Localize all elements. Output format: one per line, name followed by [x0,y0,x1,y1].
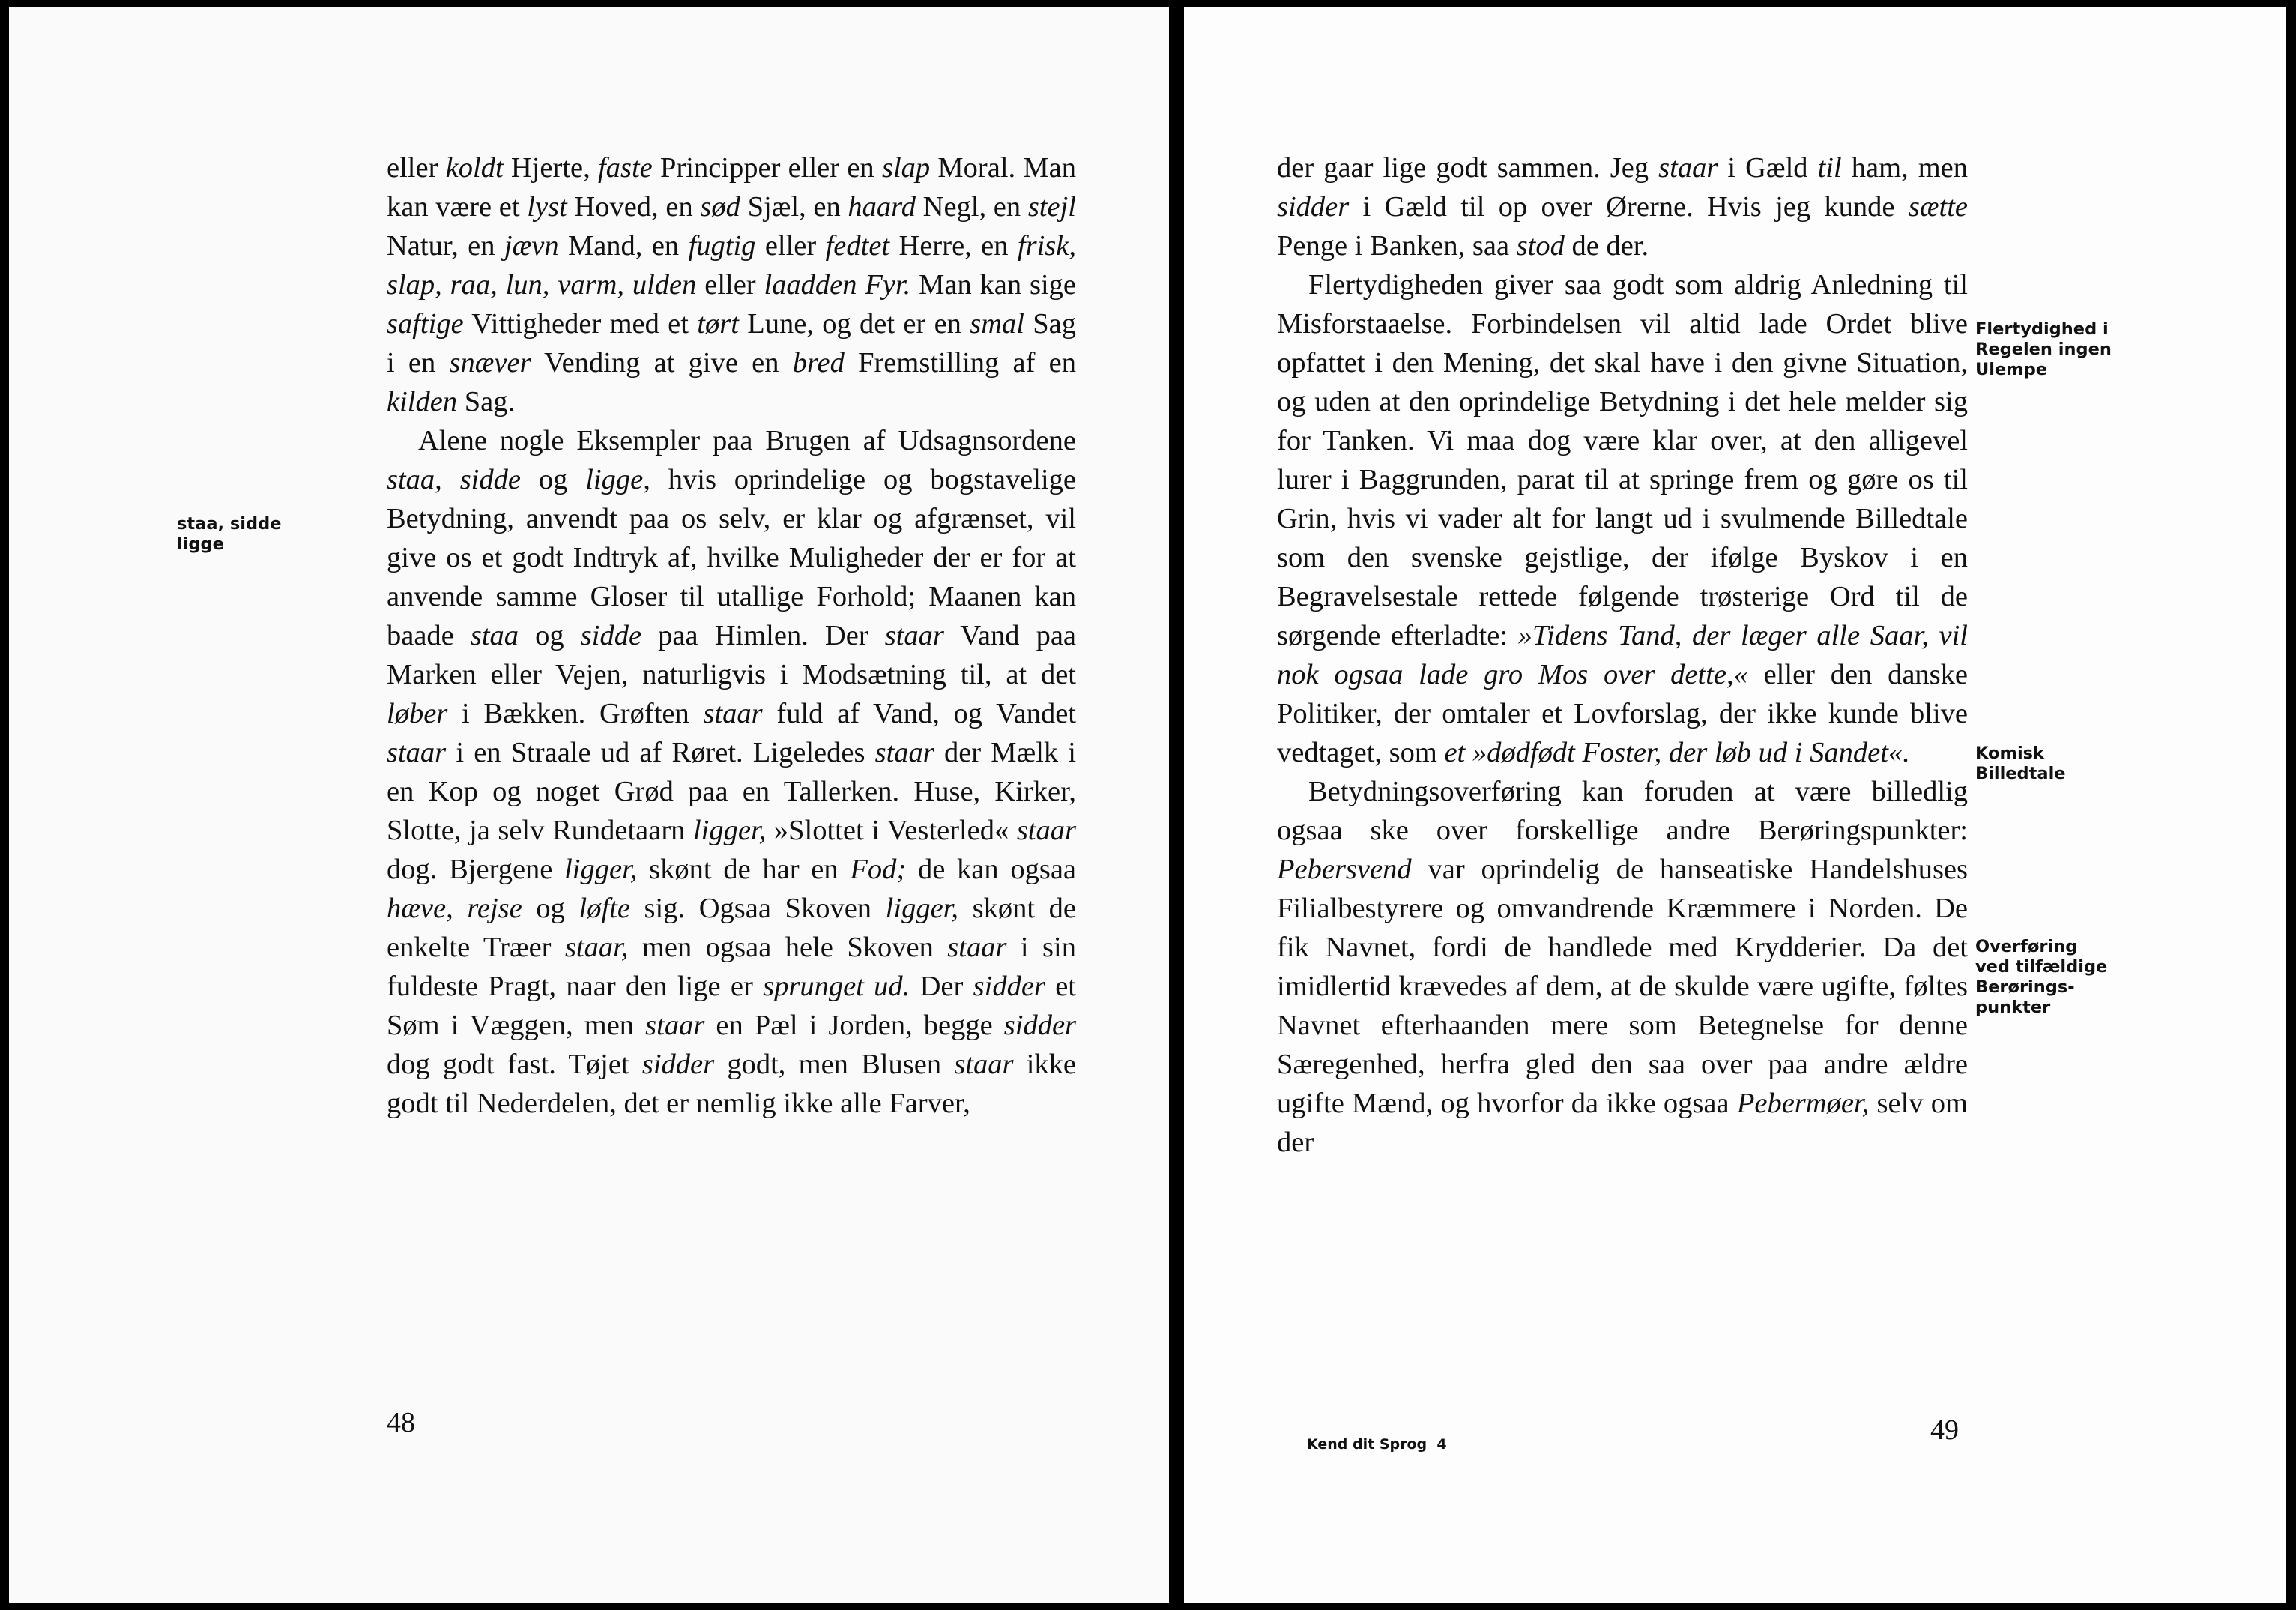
text-run: en Pæl i Jorden, begge [704,1010,1004,1041]
text-run: selv om der [1277,1088,1968,1158]
italic-text-run: staa, sidde [387,464,521,495]
margin-note-line: Ulempe [1975,360,2048,379]
text-run: dog godt fast. Tøjet [387,1049,642,1080]
paragraph [387,148,1076,421]
text-run: Fremstilling af en [844,347,1076,379]
margin-note-line: Komisk [1975,744,2045,763]
italic-text-run: et »dødfødt Foster, der løb ud i Sandet«. [1444,737,1910,768]
text-run: Herre, en [889,230,1018,262]
right-page [1184,7,2286,1603]
italic-text-run: koldt [445,152,504,184]
text-run: skønt de har en [637,854,851,885]
margin-note-line: ligge [177,534,224,554]
left-page [9,7,1169,1603]
text-run: Principper eller en [652,152,882,184]
text-run: og [520,464,586,495]
italic-text-run: jævn [504,230,559,262]
italic-text-run: staar [1016,815,1076,846]
italic-text-run: frisk, slap, raa, lun, varm, ulden [387,230,1076,301]
text-run: fuld af Vand, og Vandet [762,698,1076,729]
italic-text-run: stejl [1027,191,1076,223]
text-run: dog. Bjergene [387,854,565,885]
italic-text-run: lyst [527,191,567,223]
italic-text-run: bred [792,347,845,379]
text-run: Der [910,971,973,1002]
text-column [387,148,1076,1123]
text-run: ikke godt til Nederdelen, det er nemlig ikke alle Farver, [387,1049,1076,1119]
italic-text-run: løfte [578,893,630,924]
text-run: de kan ogsaa [906,854,1077,885]
signature-mark: Kend dit Sprog 4 [1307,1436,1447,1453]
text-run: og [519,620,581,651]
italic-text-run: faste [598,152,653,184]
italic-text-run: smal [970,308,1024,340]
italic-text-run: ligger, [692,815,767,846]
text-run: Flertydigheden giver saa godt som aldrig Anledning til Misforstaaelse. Forbindelsen vil altid lade Ordet blive opfattet i den Mening, det skal have i den givne Situation, og uden at den oprindelige Betydning i det hele melder sig for Tanken. Vi maa dog være klar over, at den alligevel lurer i Baggrunden, parat til at springe frem og gøre os til Grin, hvis vi vader alt for langt ud i svulmende Billedtale som den svenske gejstlige, der ifølge Byskov i en Begravelsestale rettede følgende trøsterige Ord til de sørgende efterladte: [1277,269,1968,651]
text-column [1277,148,1968,1162]
margin-note [1975,319,2139,380]
italic-text-run: slap [881,152,931,184]
margin-note-line: punkter [1975,998,2051,1017]
italic-text-run: løber [387,698,448,729]
text-run: de der. [1564,230,1649,262]
italic-text-run: Pebermøer, [1736,1088,1870,1119]
italic-text-run: staar [387,737,447,768]
text-run: Betydningsoverføring kan foruden at være billedlig ogsaa ske over forskellige andre Berøringspunkter: [1277,776,1968,846]
text-run: »Slottet i Vesterled« [766,815,1017,846]
text-run: Natur, en [387,230,504,262]
italic-text-run: tørt [697,308,739,340]
italic-text-run: sidder [1003,1010,1077,1041]
text-run: Hjerte, [503,152,599,184]
text-run: eller [387,152,446,184]
text-run: Mand, en [558,230,689,262]
italic-text-run: saftige [387,308,464,340]
italic-text-run: staar [884,620,944,651]
paragraph [1277,148,1968,265]
text-run: i sin fuldeste Pragt, naar den lige er [387,932,1076,1002]
italic-text-run: laadden Fyr. [764,269,911,301]
italic-text-run: Pebersvend [1277,854,1412,885]
italic-text-run: fugtig [688,230,756,262]
italic-text-run: staar [947,932,1007,963]
italic-text-run: staar [954,1049,1014,1080]
italic-text-run: sidder [641,1049,715,1080]
text-run: et Søm i Væggen, men [387,971,1076,1041]
text-run: Alene nogle Eksempler paa Brugen af Udsagnsordene [418,425,1076,456]
text-run: i Gæld til op over Ørerne. Hvis jeg kunde [1349,191,1909,223]
italic-text-run: ligge, [585,464,650,495]
paragraph [387,421,1076,1123]
italic-text-run: staar [1658,152,1718,184]
text-run: Negl, en [915,191,1028,223]
text-run: eller [755,230,826,262]
text-run: Man kan sige [910,269,1076,301]
italic-text-run: staa [470,620,519,651]
text-run: Penge i Banken, saa [1277,230,1517,262]
text-run: skønt de enkelte Træer [387,893,1076,963]
text-run: Vittigheder med et [463,308,698,340]
text-run: godt, men Blusen [714,1049,955,1080]
italic-text-run: ligger, [885,893,958,924]
text-run: Lune, og det er en [738,308,970,340]
margin-note-line: Overføring [1975,937,2078,956]
margin-note [1975,937,2139,1018]
italic-text-run: staar [874,737,934,768]
page-number: 49 [1930,1414,1959,1446]
italic-text-run: »Tidens Tand, der læger alle Saar, vil nok ogsaa lade gro Mos over dette,« [1277,620,1968,690]
italic-text-run: sød [700,191,740,223]
margin-note-line: Billedtale [1975,764,2066,783]
text-run: og [522,893,579,924]
italic-text-run: ligger, [564,854,638,885]
italic-text-run: staar, [564,932,629,963]
text-run: Sjæl, en [740,191,848,223]
text-run: Sag. [457,386,516,417]
text-run: var oprindelig de hanseatiske Handelshuses Filialbestyrere og omvandrende Kræmmere i Norden. De fik Navnet, fordi de handlede med Krydderier. Da det imidlertid krævedes af dem, at de skulde være ugifte, føltes Navnet efterhaanden mere som Betegnelse for denne Særegenhed, herfra gled den saa over paa andre ældre ugifte Mænd, og hvorfor da ikke ogsaa [1277,854,1968,1119]
margin-note-line: Regelen ingen [1975,340,2112,359]
page-number: 48 [387,1407,415,1438]
text-run: i en Straale ud af Røret. Ligeledes [446,737,875,768]
text-run: der Mælk i en Kop og noget Grød paa en Tallerken. Huse, Kirker, Slotte, ja selv Rundetaarn [387,737,1076,846]
margin-note-line: Flertydighed i [1975,319,2109,339]
text-run: Hoved, en [567,191,701,223]
italic-text-run: kilden [387,386,458,417]
italic-text-run: staar [645,1010,705,1041]
text-run: eller [696,269,764,301]
margin-note [1975,744,2139,784]
italic-text-run: stod [1516,230,1565,262]
text-run: men ogsaa hele Skoven [628,932,948,963]
text-run: Moral. Man kan være et [387,152,1076,223]
text-run: i Bækken. Grøften [447,698,704,729]
text-run: sig. Ogsaa Skoven [629,893,886,924]
italic-text-run: staar [703,698,763,729]
margin-note [177,514,340,555]
text-run: i Gæld [1718,152,1818,184]
italic-text-run: sidde [580,620,642,651]
text-run: hvis oprindelige og bogstavelige Betydning, anvendt paa os selv, er klar og afgrænset, vil give os et godt Indtryk af, hvilke Muligheder der er for at anvende samme Gloser til utallige Forhold; Maanen kan baade [387,464,1077,651]
text-run: eller den danske Politiker, der omtaler et Lovforslag, der ikke kunde blive vedtaget, som [1277,659,1968,768]
text-run: ham, men [1841,152,1968,184]
text-run: paa Himlen. Der [641,620,885,651]
text-run: Sag i en [387,308,1077,379]
margin-note-line: Berørings- [1975,977,2075,997]
italic-text-run: sætte [1908,191,1968,223]
margin-note-line: ved tilfældige [1975,957,2108,977]
text-run: der gaar lige godt sammen. Jeg [1277,152,1659,184]
italic-text-run: hæve, rejse [387,893,522,924]
italic-text-run: haard [848,191,916,223]
italic-text-run: sidder [973,971,1045,1002]
italic-text-run: Fod; [850,854,907,885]
margin-note-line: staa, sidde [177,514,282,534]
italic-text-run: sidder [1277,191,1350,223]
text-run: Vand paa Marken eller Vejen, naturligvis i Modsætning til, at det [387,620,1076,690]
italic-text-run: fedtet [825,230,890,262]
paragraph [1277,265,1968,772]
italic-text-run: sprunget ud. [763,971,910,1002]
text-run: Vending at give en [531,347,793,379]
paragraph [1277,772,1968,1162]
italic-text-run: til [1817,152,1842,184]
italic-text-run: snæver [449,347,531,379]
